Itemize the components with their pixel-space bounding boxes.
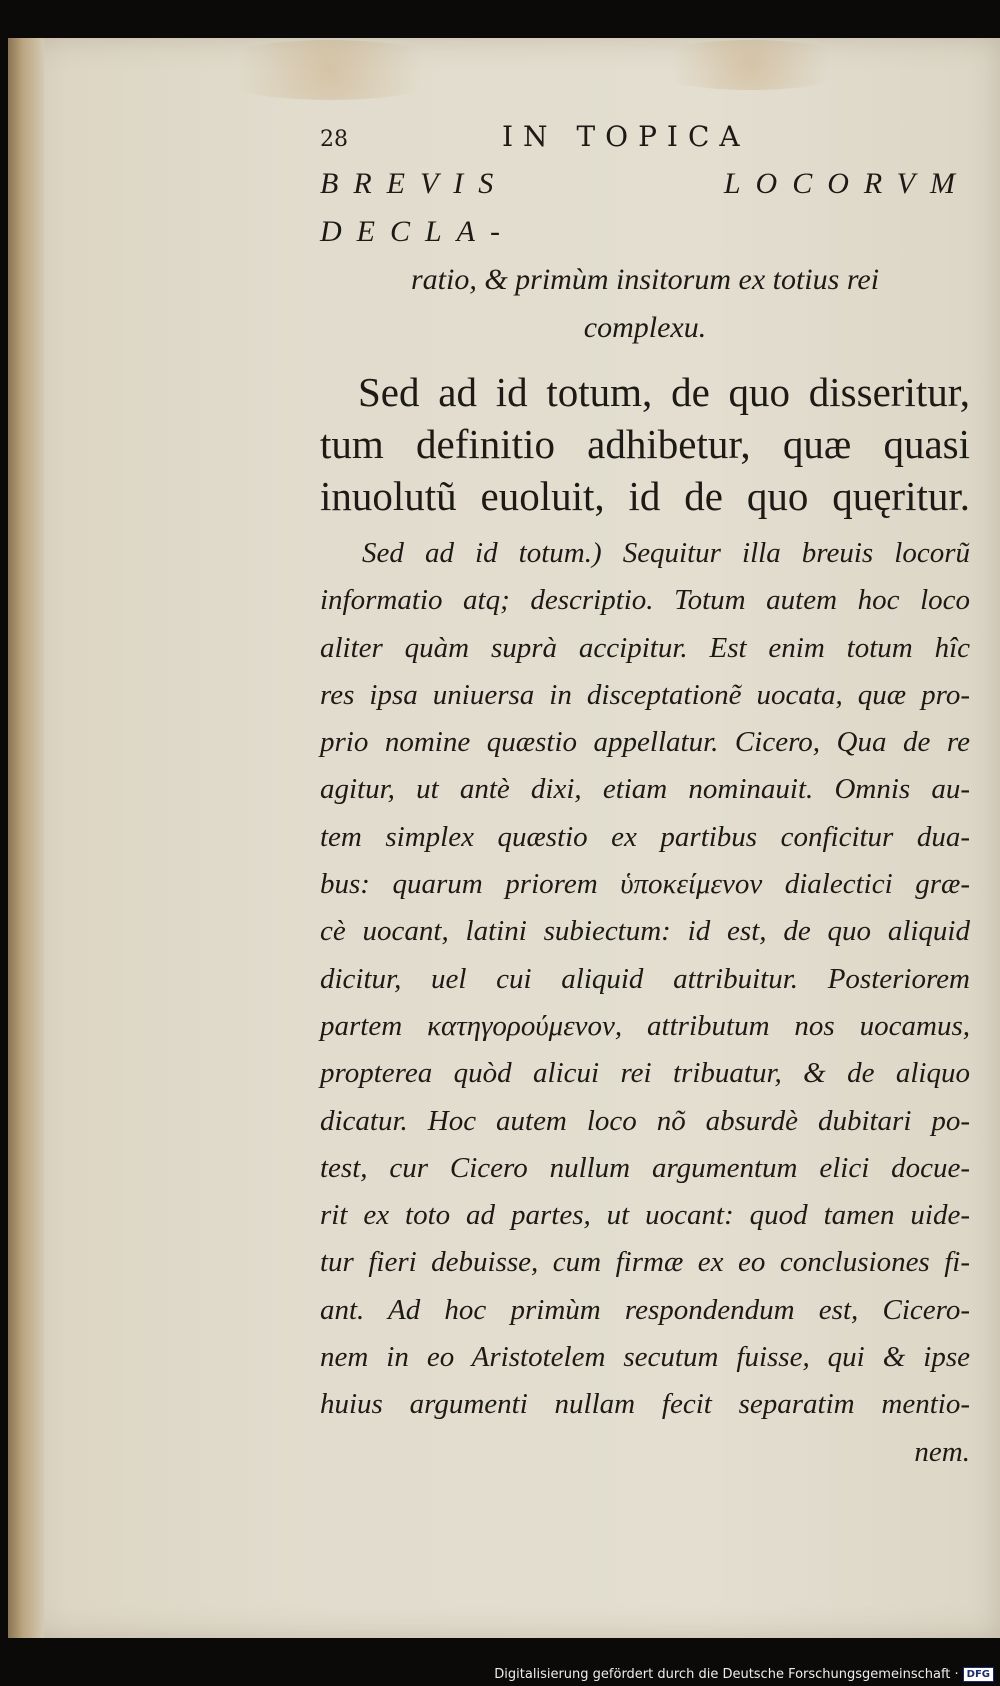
section-title-line: complexu.: [583, 311, 707, 344]
commentary-line: tem simplex quæstio ex partibus conficitur dua-: [320, 820, 970, 853]
section-title-line: BREVIS LOCORVM DECLA-: [320, 167, 970, 248]
commentary-line: huius argumenti nullam fecit separatim mentio-: [320, 1388, 970, 1421]
commentary-line: informatio atq; descriptio. Totum autem hoc loco: [320, 584, 970, 617]
lemma-line: tum definitio adhibetur, quæ quasi: [320, 421, 970, 467]
lemma-text: [320, 366, 970, 522]
commentary-line: partem κατηγορούμενον, attributum nos uocamus,: [320, 1009, 970, 1042]
commentary-line: dicitur, uel cui aliquid attribuitur. Posteriorem: [320, 962, 970, 995]
section-title-line: ratio, & primùm insitorum ex totius rei: [410, 263, 880, 296]
commentary-line: aliter quàm suprà accipitur. Est enim totum hîc: [320, 631, 970, 664]
dfg-logo: DFG: [963, 1667, 994, 1682]
commentary-line: rit ex toto ad partes, ut uocant: quod tamen uide-: [320, 1199, 970, 1232]
commentary-line: ant. Ad hoc primùm respondendum est, Cicero-: [320, 1293, 970, 1326]
text-block: [320, 120, 970, 1476]
commentary-line: cè uocant, latini subiectum: id est, de quo aliquid: [320, 915, 970, 948]
running-title: IN TOPICA: [502, 120, 750, 153]
section-title: [320, 160, 970, 352]
commentary-line: agitur, ut antè dixi, etiam nominauit. Omnis au-: [320, 773, 970, 806]
commentary-line: res ipsa uniuersa in disceptationẽ uocata, quæ pro-: [320, 678, 970, 711]
funding-credit: Digitalisierung gefördert durch die Deutsche Forschungsgemeinschaft ·: [494, 1667, 959, 1682]
page-stain: [200, 40, 460, 100]
page-gutter-edge: [8, 38, 44, 1638]
commentary-line: prio nomine quæstio appellatur. Cicero, Qua de re: [320, 726, 970, 759]
commentary-line: tur fieri debuisse, cum firmæ ex eo conclusiones fi-: [320, 1246, 970, 1279]
footer-credit: [494, 1667, 994, 1682]
commentary-line: propterea quòd alicui rei tribuatur, & de aliquo: [320, 1057, 970, 1090]
commentary-line: dicatur. Hoc autem loco nõ absurdè dubitari po-: [320, 1104, 970, 1137]
page-number: 28: [320, 127, 348, 152]
commentary-line: nem in eo Aristotelem secutum fuisse, qui & ipse: [320, 1341, 970, 1374]
commentary-line: Sed ad id totum.) Sequitur illa breuis locorũ: [362, 537, 970, 569]
running-head: [320, 120, 970, 160]
lemma-line: inuolutũ euoluit, id de quo quęritur.: [320, 473, 970, 519]
commentary-line: test, cur Cicero nullum argumentum elici docue-: [320, 1151, 970, 1184]
page-stain: [640, 40, 860, 90]
lemma-line: Sed ad id totum, de quo disseritur,: [358, 369, 970, 415]
commentary-line: nem.: [914, 1435, 970, 1468]
commentary-text: [320, 530, 970, 1476]
commentary-line: bus: quarum priorem ὑποκείμενον dialectici græ-: [320, 868, 970, 901]
